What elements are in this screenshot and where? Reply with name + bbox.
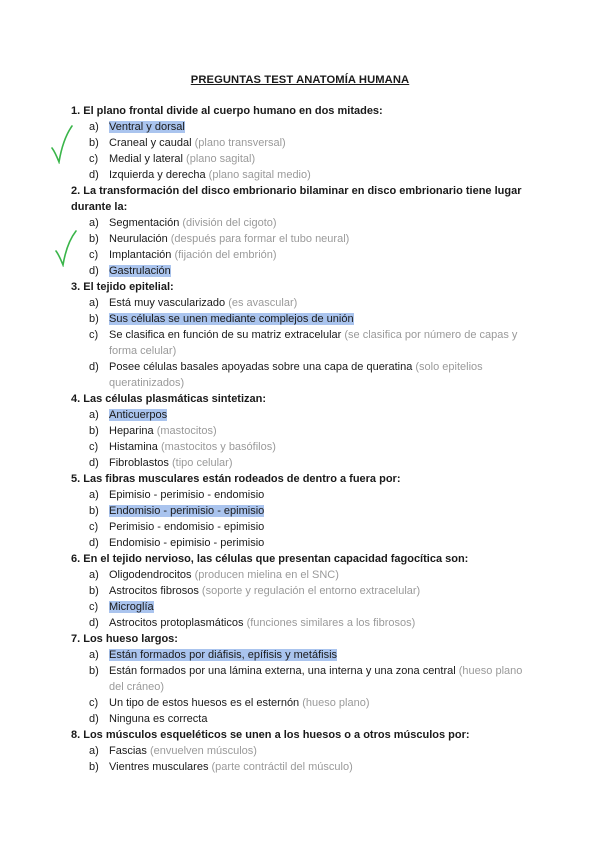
answer-list: [71, 295, 531, 391]
answer-note: (fijación del embrión): [174, 249, 277, 261]
answer-text: Posee células basales apoyadas sobre una capa de queratina: [109, 361, 416, 373]
answer-note: (plano transversal): [194, 137, 286, 149]
answer-list: [71, 215, 531, 279]
answer-letter: d): [89, 617, 99, 629]
answer-note: (envuelven músculos): [149, 745, 257, 757]
answer-letter: b): [89, 505, 99, 517]
answer-text: Oligodendrocitos: [109, 569, 195, 581]
answer-option: [71, 759, 531, 775]
answer-option: [71, 327, 531, 359]
correct-answer-text: Ventral y dorsal: [109, 121, 185, 133]
answer-letter: d): [89, 361, 99, 373]
answer-note: (parte contráctil del músculo): [211, 761, 353, 773]
answer-letter: b): [89, 233, 99, 245]
answer-letter: d): [89, 713, 99, 725]
correct-answer-text: Endomisio - perimisio - epimisio: [109, 505, 265, 517]
answer-option: [71, 647, 531, 663]
answer-letter: a): [89, 217, 99, 229]
answer-note: (solo epitelios queratinizados): [109, 361, 483, 389]
answer-option: [71, 119, 531, 135]
answer-letter: b): [89, 665, 99, 677]
answer-letter: a): [89, 121, 99, 133]
answer-letter: d): [89, 457, 99, 469]
answer-note: (se clasifica por número de capas y forma celular): [109, 329, 518, 357]
correct-answer-text: Sus células se unen mediante complejos de unión: [109, 313, 354, 325]
answer-letter: a): [89, 409, 99, 421]
answer-note: (mastocitos): [156, 425, 217, 437]
answer-note: (plano sagital): [186, 153, 256, 165]
answer-text: Astrocitos fibrosos: [109, 585, 202, 597]
question-3: 3. El tejido epitelial:: [71, 281, 174, 293]
answer-letter: a): [89, 297, 99, 309]
answer-option: [71, 567, 531, 583]
question-4: 4. Las células plasmáticas sintetizan:: [71, 393, 267, 405]
question-6: 6. En el tejido nervioso, las células que presentan capacidad fagocítica son:: [71, 553, 469, 565]
correct-answer-text: Gastrulación: [109, 265, 171, 277]
answer-text: Está muy vascularizado: [109, 297, 229, 309]
answer-option: [71, 423, 531, 439]
answer-note: (plano sagital medio): [208, 169, 311, 181]
answer-note: (hueso plano del cráneo): [109, 665, 523, 693]
answer-letter: c): [89, 521, 99, 533]
question-1: 1. El plano frontal divide al cuerpo humano en dos mitades:: [71, 105, 383, 117]
answer-option: [71, 263, 531, 279]
answer-text: Epimisio - perimisio - endomisio: [109, 489, 265, 501]
answer-text: Neurulación: [109, 233, 171, 245]
answer-text: Histamina: [109, 441, 161, 453]
answer-text: Vientres musculares: [109, 761, 212, 773]
answer-list: [71, 407, 531, 471]
answer-text: Craneal y caudal: [109, 137, 195, 149]
answer-text: Se clasifica en función de su matriz extracelular: [109, 329, 345, 341]
answer-option: [71, 439, 531, 455]
answer-list: [71, 567, 531, 631]
answer-option: [71, 695, 531, 711]
answer-note: (después para formar el tubo neural): [170, 233, 350, 245]
answer-option: [71, 407, 531, 423]
answer-note: (mastocitos y basófilos): [160, 441, 276, 453]
answer-option: [71, 711, 531, 727]
answer-letter: c): [89, 697, 99, 709]
answer-list: [71, 119, 531, 183]
answer-option: [71, 615, 531, 631]
answer-letter: a): [89, 649, 99, 661]
answer-note: (división del cigoto): [182, 217, 277, 229]
question-5: 5. Las fibras musculares están rodeados de dentro a fuera por:: [71, 473, 401, 485]
answer-letter: b): [89, 425, 99, 437]
question-7: 7. Los hueso largos:: [71, 633, 178, 645]
answer-text: Están formados por una lámina externa, una interna y una zona central: [109, 665, 459, 677]
answer-note: (funciones similares a los fibrosos): [246, 617, 416, 629]
answer-option: [71, 231, 531, 247]
answer-text: Izquierda y derecha: [109, 169, 209, 181]
answer-option: [71, 535, 531, 551]
answer-option: [71, 247, 531, 263]
answer-list: [71, 743, 531, 775]
answer-letter: d): [89, 537, 99, 549]
answer-text: Endomisio - epimisio - perimisio: [109, 537, 265, 549]
question-2: 2. La transformación del disco embrionario bilaminar en disco embrionario tiene lugar durante la:: [71, 185, 522, 213]
answer-option: [71, 135, 531, 151]
answer-option: [71, 359, 531, 391]
answer-letter: b): [89, 137, 99, 149]
page-title: PREGUNTAS TEST ANATOMÍA HUMANA: [190, 74, 410, 86]
correct-answer-text: Están formados por diáfisis, epífisis y metáfisis: [109, 649, 338, 661]
answer-note: (hueso plano): [302, 697, 370, 709]
answer-text: Heparina: [109, 425, 157, 437]
answer-option: [71, 599, 531, 615]
correct-answer-text: Anticuerpos: [109, 409, 168, 421]
answer-letter: c): [89, 153, 99, 165]
question-8: 8. Los músculos esqueléticos se unen a los huesos o a otros músculos por:: [71, 729, 470, 741]
answer-text: Perimisio - endomisio - epimisio: [109, 521, 265, 533]
answer-text: Fascias: [109, 745, 150, 757]
answer-option: [71, 743, 531, 759]
answer-option: [71, 519, 531, 535]
answer-letter: c): [89, 329, 99, 341]
answer-text: Implantación: [109, 249, 175, 261]
answer-letter: a): [89, 745, 99, 757]
answer-option: [71, 583, 531, 599]
answer-letter: c): [89, 601, 99, 613]
answer-option: [71, 455, 531, 471]
answer-letter: a): [89, 569, 99, 581]
answer-letter: b): [89, 761, 99, 773]
answer-letter: a): [89, 489, 99, 501]
answer-option: [71, 295, 531, 311]
answer-letter: b): [89, 313, 99, 325]
answer-option: [71, 503, 531, 519]
answer-letter: b): [89, 585, 99, 597]
answer-note: (producen mielina en el SNC): [194, 569, 339, 581]
answer-option: [71, 151, 531, 167]
answer-option: [71, 311, 531, 327]
answer-option: [71, 167, 531, 183]
answer-letter: d): [89, 169, 99, 181]
answer-list: [71, 487, 531, 551]
answer-letter: c): [89, 249, 99, 261]
answer-option: [71, 215, 531, 231]
answer-text: Astrocitos protoplasmáticos: [109, 617, 247, 629]
answer-letter: d): [89, 265, 99, 277]
answer-text: Ninguna es correcta: [109, 713, 208, 725]
answer-letter: c): [89, 441, 99, 453]
answer-text: Un tipo de estos huesos es el esternón: [109, 697, 303, 709]
answer-text: Fibroblastos: [109, 457, 172, 469]
answer-note: (soporte y regulación el entorno extracelular): [201, 585, 421, 597]
answer-note: (tipo celular): [171, 457, 233, 469]
answer-option: [71, 487, 531, 503]
answer-note: (es avascular): [228, 297, 298, 309]
answer-text: Medial y lateral: [109, 153, 187, 165]
answer-list: [71, 647, 531, 727]
quiz-content: [71, 103, 531, 775]
answer-option: [71, 663, 531, 695]
answer-text: Segmentación: [109, 217, 183, 229]
correct-answer-text: Microglía: [109, 601, 154, 613]
